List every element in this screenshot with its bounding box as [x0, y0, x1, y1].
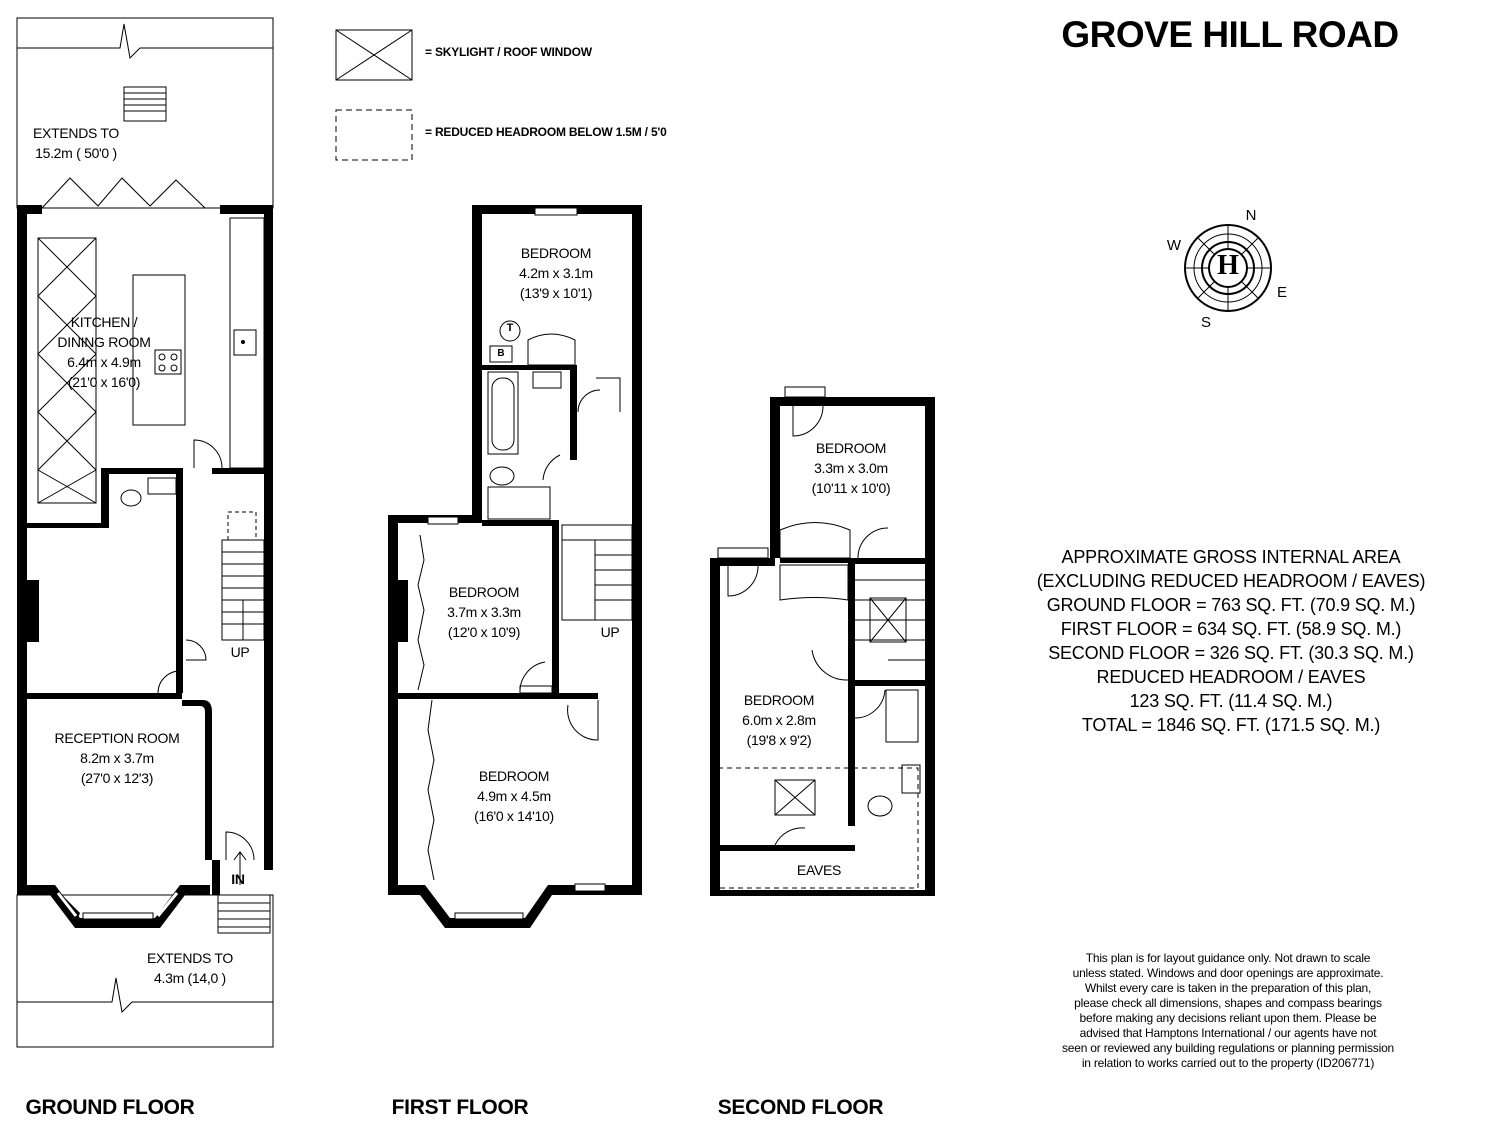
- front-garden-label: EXTENDS TO 4.3m (14,0 ): [132, 948, 248, 988]
- rear-garden-label: EXTENDS TO 15.2m ( 50'0 ): [20, 123, 132, 163]
- compass-east: E: [1276, 284, 1287, 301]
- first-stairs-up-label: UP: [600, 624, 620, 640]
- ground-stairs-up-label: UP: [230, 644, 250, 660]
- area-line: 123 SQ. FT. (11.4 SQ. M.): [1129, 691, 1333, 711]
- area-line: (EXCLUDING REDUCED HEADROOM / EAVES): [1036, 571, 1426, 591]
- second-floor-title: SECOND FLOOR: [717, 1096, 884, 1119]
- first-bedroom-rear-label: BEDROOM 4.2m x 3.1m (13'9 x 10'1): [519, 245, 593, 301]
- reduced-headroom-symbol: [336, 110, 412, 160]
- first-bedroom-front-label: BEDROOM 4.9m x 4.5m (16'0 x 14'10): [474, 768, 554, 824]
- area-line: SECOND FLOOR = 326 SQ. FT. (30.3 SQ. M.): [1048, 643, 1414, 663]
- reception-room-label: RECEPTION ROOM 8.2m x 3.7m (27'0 x 12'3): [54, 730, 180, 786]
- area-line: TOTAL = 1846 SQ. FT. (171.5 SQ. M.): [1081, 715, 1381, 735]
- boiler-label: B: [497, 348, 505, 359]
- first-bedroom-middle-label: BEDROOM 3.7m x 3.3m (12'0 x 10'9): [447, 584, 521, 640]
- legend-reduced-headroom-label: = REDUCED HEADROOM BELOW 1.5M / 5'0: [425, 125, 667, 139]
- compass-south: S: [1200, 314, 1211, 331]
- compass-west: W: [1166, 237, 1182, 254]
- ground-floor-plan: [17, 18, 273, 1047]
- page-title: GROVE HILL ROAD: [1061, 14, 1399, 55]
- second-bedroom-rear-label: BEDROOM 3.3m x 3.0m (10'11 x 10'0): [811, 440, 891, 496]
- rear-garden: [17, 18, 273, 208]
- kitchen-label: KITCHEN / DINING ROOM 6.4m x 4.9m (21'0 x 16'0): [57, 314, 151, 390]
- second-bedroom-front-label: BEDROOM 6.0m x 2.8m (19'8 x 9'2): [742, 692, 816, 748]
- first-floor-title: FIRST FLOOR: [391, 1096, 529, 1119]
- legend-skylight-label: = SKYLIGHT / ROOF WINDOW: [425, 45, 592, 59]
- area-line: GROUND FLOOR = 763 SQ. FT. (70.9 SQ. M.): [1046, 595, 1416, 615]
- area-summary: [1000, 545, 1462, 737]
- area-line: REDUCED HEADROOM / EAVES: [1096, 667, 1366, 687]
- ground-floor-title: GROUND FLOOR: [25, 1096, 195, 1119]
- entrance-label: IN: [231, 871, 245, 887]
- area-line: FIRST FLOOR = 634 SQ. FT. (58.9 SQ. M.): [1060, 619, 1402, 639]
- area-line: APPROXIMATE GROSS INTERNAL AREA: [1061, 547, 1401, 567]
- compass-north: N: [1245, 207, 1257, 224]
- cylinder-label: T: [506, 322, 514, 334]
- disclaimer: This plan is for layout guidance only. Not drawn to scale unless stated. Windows and door openings are approximate. Whilst every care is taken in the preparation of this plan, please check all dimensions, shapes and compass bearings before making any decisions reliant upon them. Please be advised that Hamptons International / our agents have not seen or reviewed any building regulations or planning permission in relation to works carried out to the property (ID206771): [1061, 951, 1395, 1070]
- compass-logo: H: [1217, 250, 1239, 281]
- eaves-label: EAVES: [796, 862, 842, 878]
- legend-symbols: [336, 30, 412, 160]
